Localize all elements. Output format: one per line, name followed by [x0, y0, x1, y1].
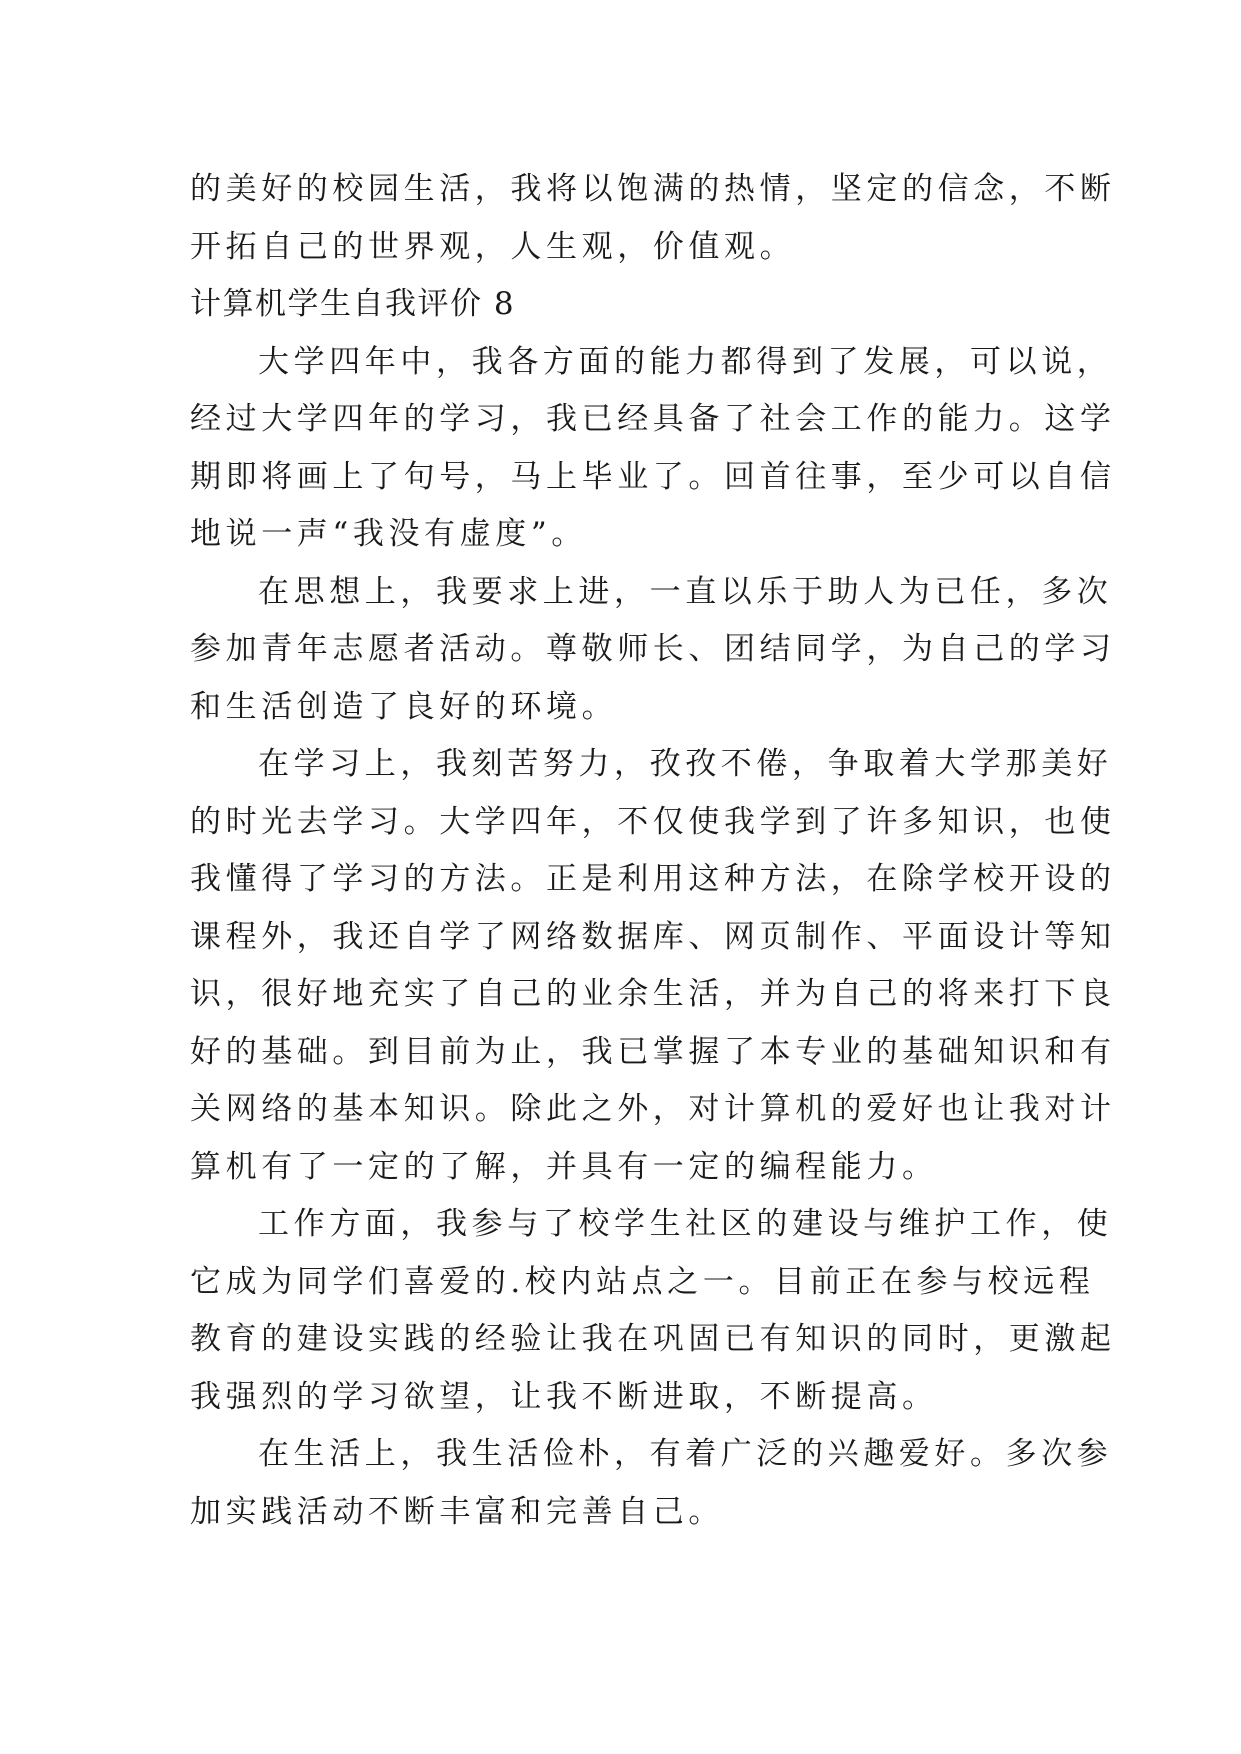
- paragraph-line: 地说一声“我没有虚度”。: [190, 516, 587, 552]
- paragraph-line: 好的基础。到目前为止，我已掌握了本专业的基础知识和有: [190, 1033, 1116, 1070]
- paragraph-line: 在学习上，我刻苦努力，孜孜不倦，争取着大学那美好: [258, 746, 1113, 782]
- paragraph-overview: [190, 334, 1116, 564]
- intro-line: 的美好的校园生活，我将以饱满的热情，坚定的信念，不断: [190, 171, 1116, 207]
- paragraph-line: 在思想上，我要求上进，一直以乐于助人为已任，多次: [258, 573, 1113, 610]
- paragraph-line: 课程外，我还自学了网络数据库、网页制作、平面设计等知: [190, 918, 1116, 955]
- intro-line: 开拓自己的世界观，人生观，价值观。: [190, 228, 796, 265]
- paragraph-line: 教育的建设实践的经验让我在巩固已有知识的同时，更激起: [190, 1321, 1116, 1357]
- paragraph-line: 期即将画上了句号，马上毕业了。回首往事，至少可以自信: [190, 458, 1116, 495]
- paragraph-line: 我强烈的学习欲望，让我不断进取，不断提高。: [190, 1378, 938, 1415]
- document-body: [190, 161, 1116, 1541]
- section-title: 计算机学生自我评价 8: [190, 286, 516, 322]
- paragraph-study: [190, 736, 1116, 1196]
- paragraph-life: [190, 1426, 1113, 1541]
- paragraph-line: 工作方面，我参与了校学生社区的建设与维护工作，使: [258, 1206, 1113, 1242]
- paragraph-line: 识，很好地充实了自己的业余生活，并为自己的将来打下良: [190, 976, 1116, 1012]
- paragraph-line: 它成为同学们喜爱的.校内站点之一。目前正在参与校远程: [190, 1263, 1095, 1300]
- paragraph-line: 关网络的基本知识。除此之外，对计算机的爱好也让我对计: [190, 1091, 1116, 1127]
- paragraph-line: 经过大学四年的学习，我已经具备了社会工作的能力。这学: [190, 401, 1116, 437]
- paragraph-line: 参加青年志愿者活动。尊敬师长、团结同学，为自己的学习: [190, 631, 1116, 667]
- paragraph-line: 大学四年中，我各方面的能力都得到了发展，可以说，: [258, 343, 1113, 380]
- paragraph-line: 算机有了一定的了解，并具有一定的编程能力。: [190, 1148, 938, 1185]
- paragraph-line: 加实践活动不断丰富和完善自己。: [190, 1493, 724, 1530]
- paragraph-ideology: [190, 564, 1116, 737]
- paragraph-line: 我懂得了学习的方法。正是利用这种方法，在除学校开设的: [190, 861, 1116, 897]
- paragraph-work: [190, 1196, 1116, 1426]
- paragraph-line: 的时光去学习。大学四年，不仅使我学到了许多知识，也使: [190, 803, 1116, 840]
- paragraph-line: 和生活创造了良好的环境。: [190, 688, 618, 725]
- paragraph-line: 在生活上，我生活俭朴，有着广泛的兴趣爱好。多次参: [258, 1436, 1113, 1472]
